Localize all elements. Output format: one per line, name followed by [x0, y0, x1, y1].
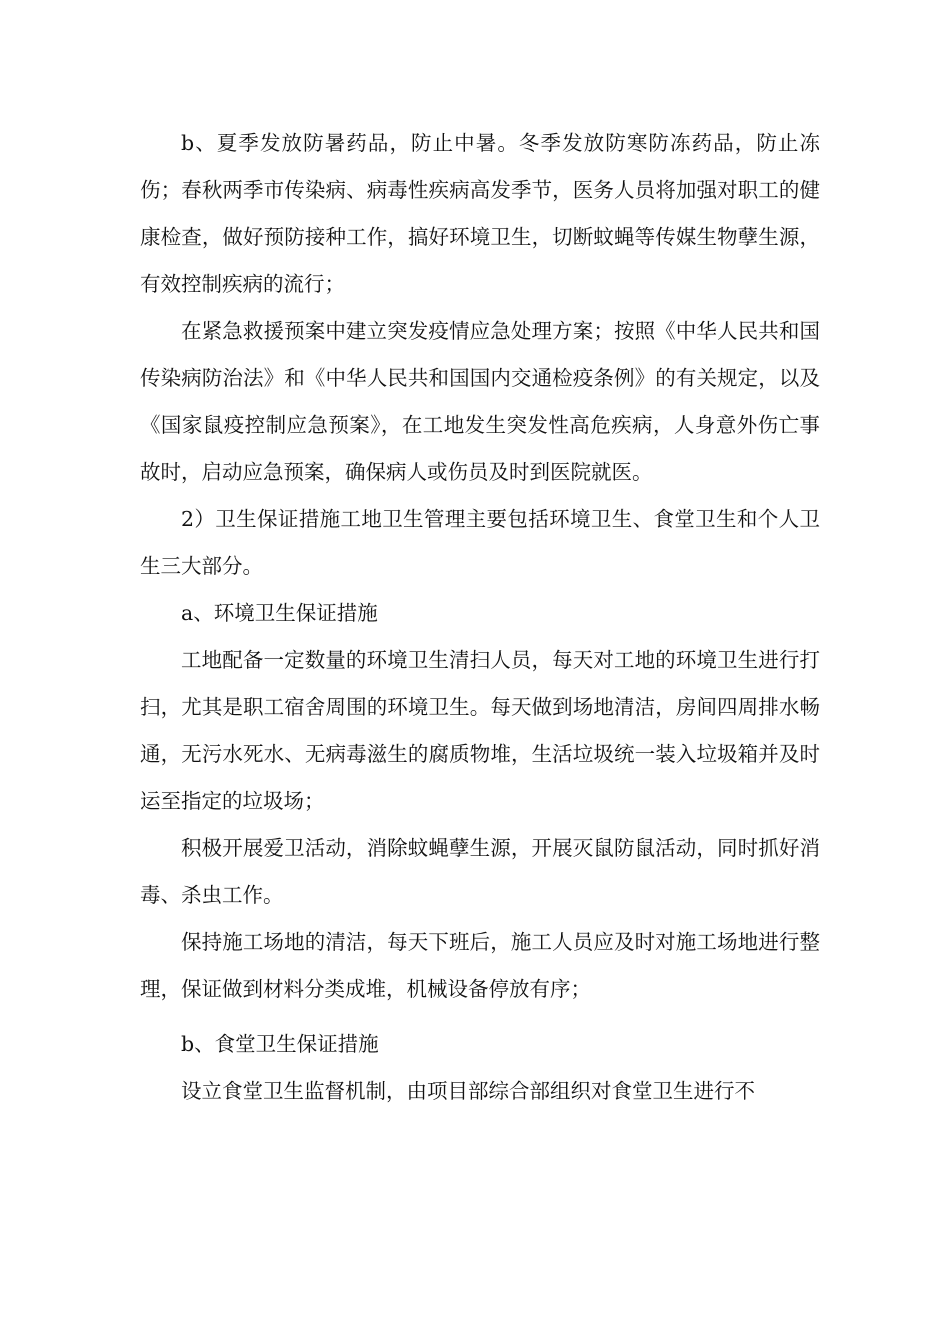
paragraph-site-cleanliness: 保持施工场地的清洁，每天下班后，施工人员应及时对施工场地进行整理，保证做到材料分类成堆，机械设备停放有序； [140, 930, 820, 1001]
heading-environment-hygiene: a、环境卫生保证措施 [181, 601, 378, 625]
paragraph-emergency-plan: 在紧急救援预案中建立突发疫情应急处理方案；按照《中华人民共和国传染病防治法》和《中华人民共和国国内交通检疫条例》的有关规定，以及《国家鼠疫控制应急预案》，在工地发生突发性高危疾病，人身意外伤亡事故时，启动应急预案，确保病人或伤员及时到医院就医。 [140, 319, 820, 484]
document-page [140, 120, 820, 1115]
paragraph-hygiene-measures: 2）卫生保证措施工地卫生管理主要包括环境卫生、食堂卫生和个人卫生三大部分。 [140, 507, 820, 578]
paragraph-patriotic-health: 积极开展爱卫活动，消除蚊蝇孽生源，开展灭鼠防鼠活动，同时抓好消毒、杀虫工作。 [140, 836, 820, 907]
paragraph-canteen-supervision: 设立食堂卫生监督机制，由项目部综合部组织对食堂卫生进行不 [181, 1079, 755, 1103]
heading-canteen-hygiene: b、食堂卫生保证措施 [181, 1032, 379, 1056]
paragraph-summer-winter-medicine: b、夏季发放防暑药品，防止中暑。冬季发放防寒防冻药品，防止冻伤；春秋两季市传染病、病毒性疾病高发季节，医务人员将加强对职工的健康检查，做好预防接种工作，搞好环境卫生，切断蚊蝇等传媒生物孽生源，有效控制疾病的流行； [140, 131, 820, 296]
paragraph-cleaning-staff: 工地配备一定数量的环境卫生清扫人员，每天对工地的环境卫生进行打扫，尤其是职工宿舍周围的环境卫生。每天做到场地清洁，房间四周排水畅通，无污水死水、无病毒滋生的腐质物堆，生活垃圾统一装入垃圾箱并及时运至指定的垃圾场； [140, 648, 820, 813]
